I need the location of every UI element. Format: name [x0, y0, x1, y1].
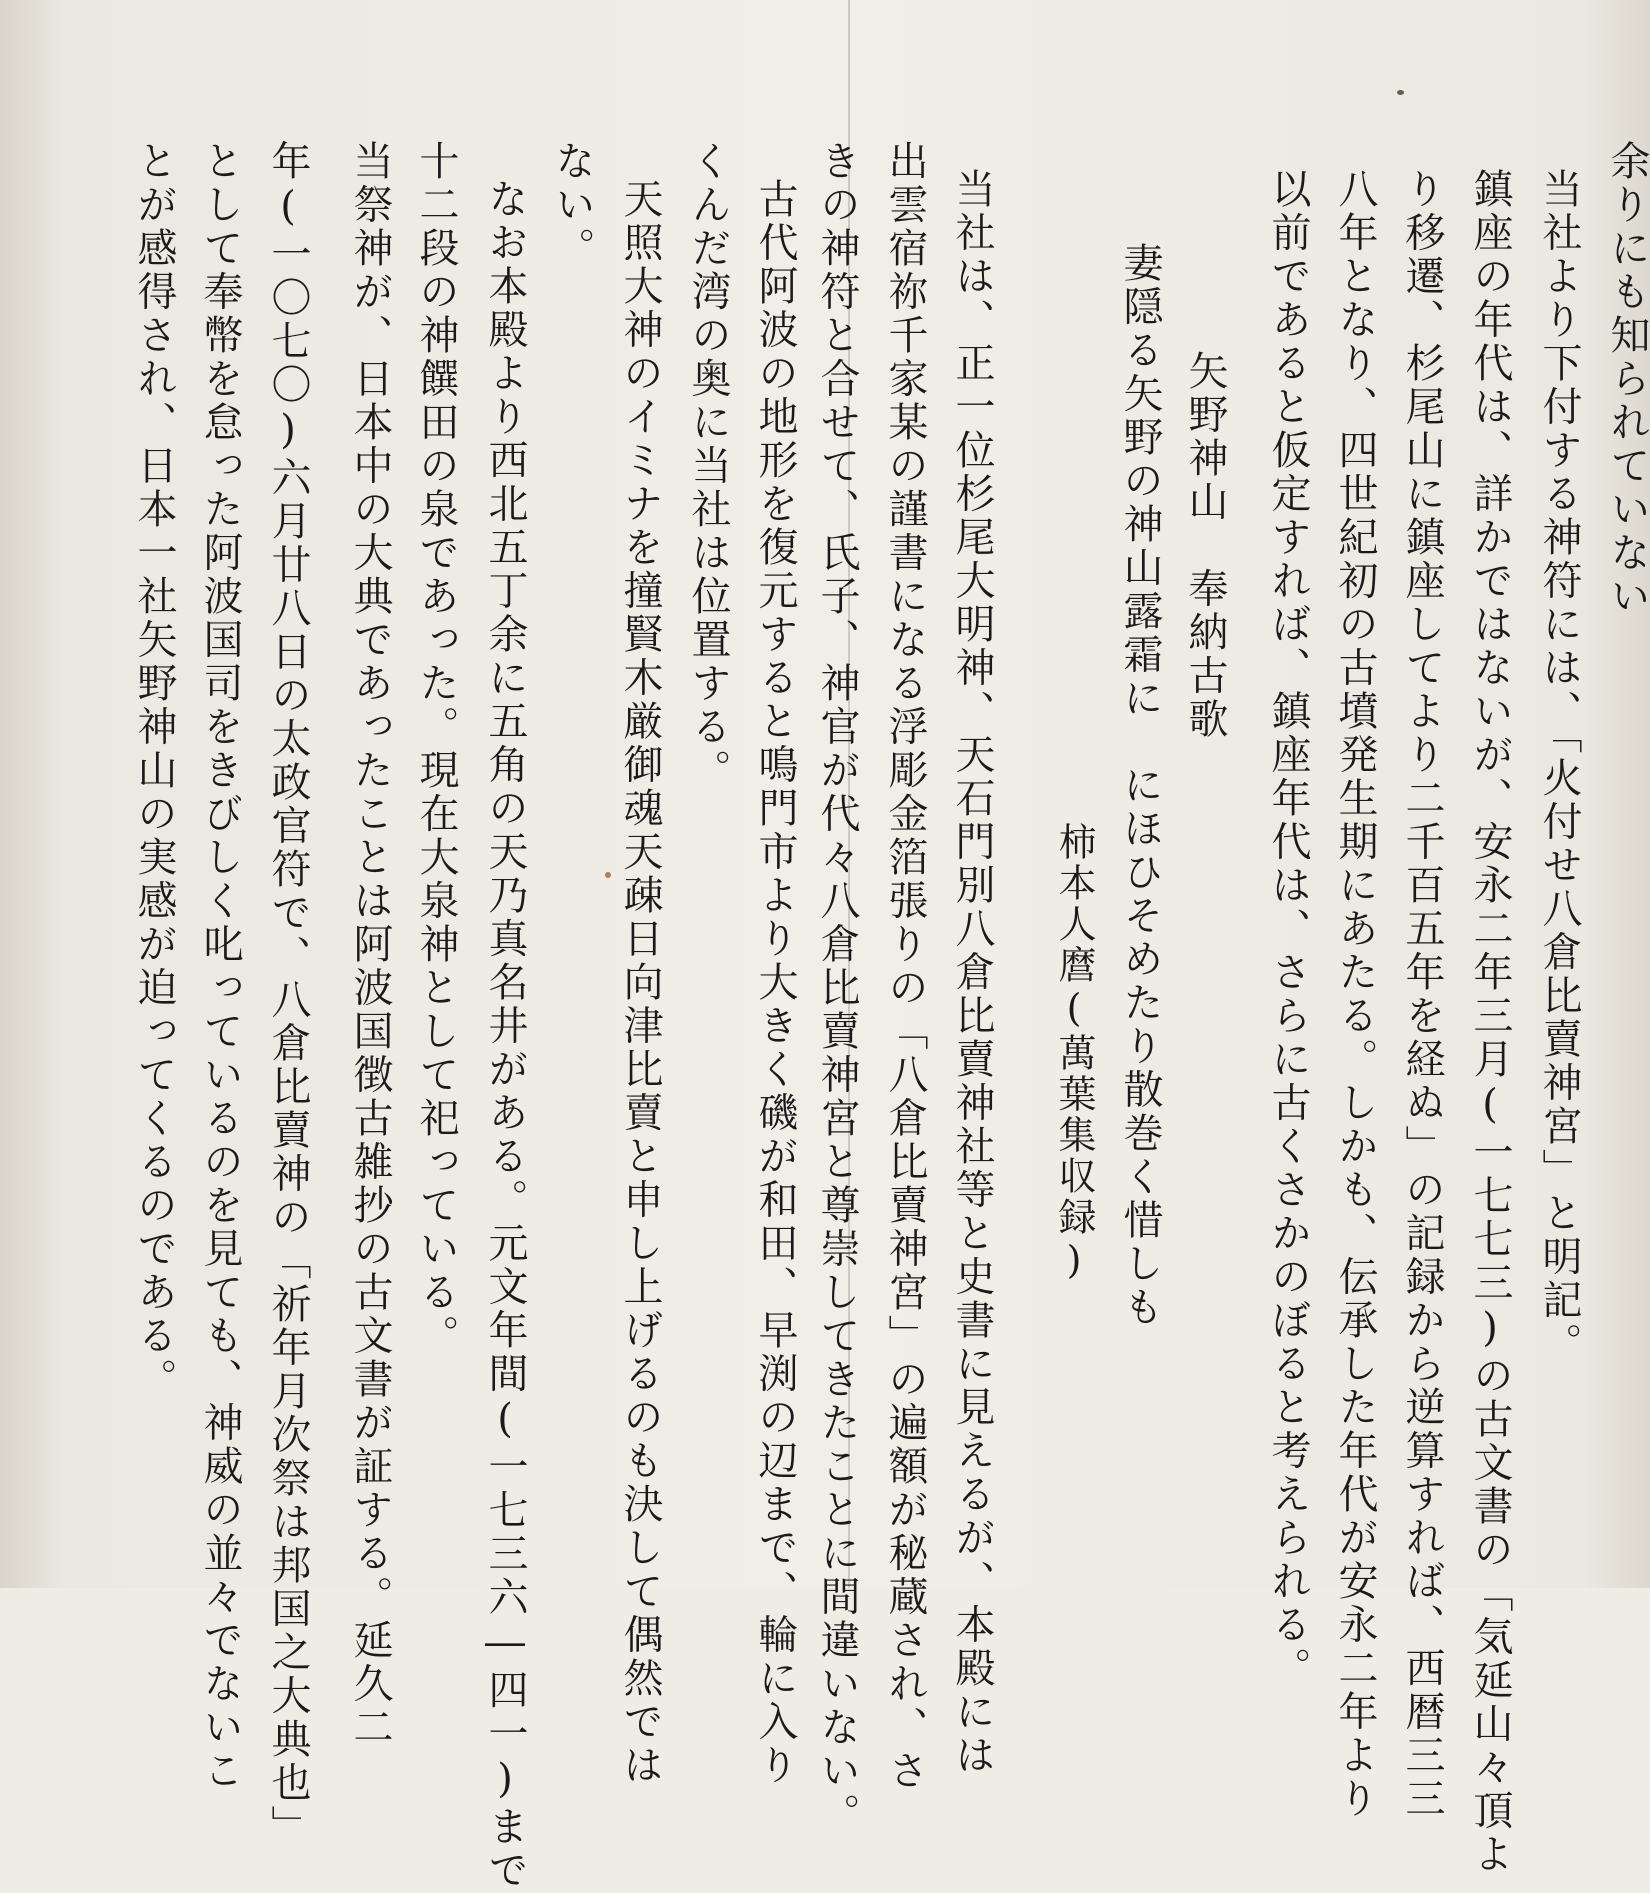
text-column: 天照大神のイミナを撞賢木厳御魂天疎日向津比賣と申し上げるのも決して偶然では: [617, 178, 663, 1788]
text-column: として奉幣を怠った阿波国司をきびしく叱っているのを見ても、神威の並々でないこ: [197, 140, 243, 1793]
text-column: 以前であると仮定すれば、鎮座年代は、さらに古くさかのぼると考えられる。: [1265, 168, 1311, 1691]
text-column: 鎮座の年代は、詳かではないが、安永二年三月(一七七三)の古文書の「気延山々頂よ: [1467, 168, 1513, 1877]
text-column: 当社は、正一位杉尾大明神、天石門別八倉比賣神社等と史書に見えるが、本殿には: [949, 168, 995, 1778]
text-column: とが感得され、日本一社矢野神山の実感が迫ってくるのである。: [131, 140, 177, 1402]
text-column: 十二段の神饌田の泉であった。現在大泉神として祀っている。: [413, 140, 459, 1358]
text-column: 出雲宿祢千家某の謹書になる浮彫金箔張りの「八倉比賣神宮」の遍額が秘蔵され、さ: [882, 140, 928, 1793]
text-column: 余りにも知られていない: [1604, 140, 1650, 619]
text-column: くんだ湾の奥に当社は位置する。: [685, 140, 731, 793]
text-column: 八年となり、四世紀初の古墳発生期にあたる。しかも、伝承した年代が安永二年より: [1332, 168, 1378, 1821]
poem-text: 妻隠る矢野の神山露霜に にほひそめたり散巻く惜しも: [1117, 242, 1163, 1330]
text-column: 年(一〇七〇)六月廿八日の太政官符で、八倉比賣神の「祈年月次祭は邦国之大典也」: [265, 140, 311, 1849]
poem-title: 矢野神山 奉納古歌: [1182, 350, 1228, 742]
text-column: 当祭神が、日本中の大典であったことは阿波国徴古雑抄の古文書が証する。延久二: [347, 140, 393, 1750]
text-column: なお本殿より西北五丁余に五角の天乃真名井がある。元文年間(一七三六―四一)まで: [482, 178, 528, 1893]
text-column: ない。: [549, 140, 595, 271]
poem-author: 柿本人麿(萬葉集収録): [1052, 822, 1096, 1285]
text-column: きの神符と合せて、氏子、神官が代々八倉比賣神宮と尊崇してきたことに間違いない。: [814, 140, 860, 1837]
text-column: 当社より下付する神符には、「火付せ八倉比賣神宮」と明記。: [1536, 168, 1582, 1366]
text-column: り移遷、杉尾山に鎮座してより二千百五年を経ぬ」の記録から逆算すれば、西暦三三: [1399, 168, 1445, 1821]
text-column: 古代阿波の地形を復元すると鳴門市より大きく磯が和田、早渕の辺まで、輪に入り: [752, 178, 798, 1788]
vertical-text-body: [40, 0, 1650, 1893]
